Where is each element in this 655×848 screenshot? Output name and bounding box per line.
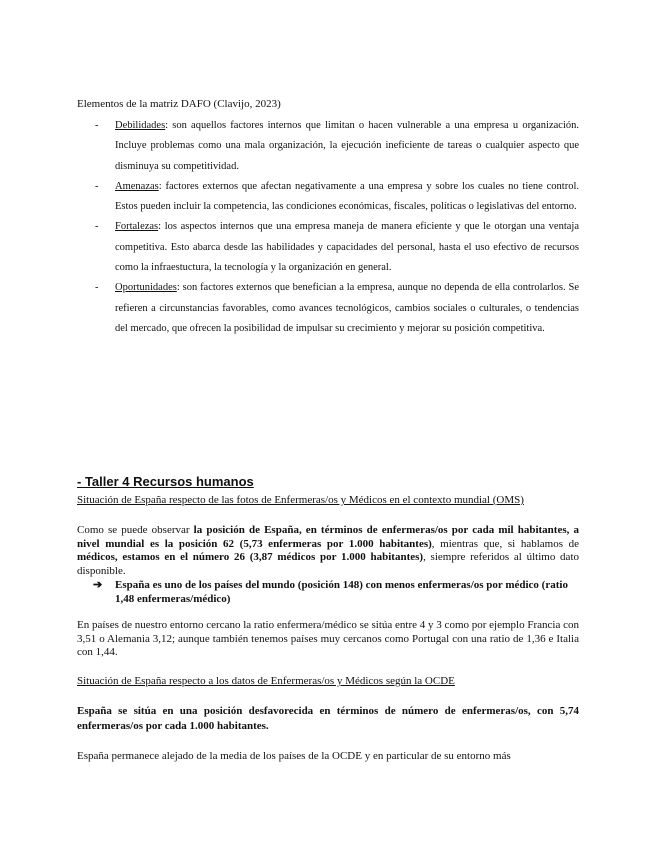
paragraph-ratio: En países de nuestro entorno cercano la ratio enfermera/médico se sitúa entre 4 y 3 como por ejemplo Francia con 3,51 o Alemania 3,12; aunque también tenemos países muy cercanos como Portugal con una ratio de 1,36 e Italia con 1,44.	[77, 619, 579, 659]
section-title: - Taller 4 Recursos humanos	[77, 474, 254, 489]
dafo-item-oportunidades	[93, 278, 579, 339]
p1-text-3: , siempre referidos al último dato disponible.	[77, 551, 579, 577]
dafo-text: : son factores externos que benefician a la empresa, aunque no dependa de ella controlarlos. Se refieren a circunstancias favorables, como avances tecnológicos, cambios sociales o culturales, o tendencias del mercado, que ofrecen la posibilidad de impulsar su crecimiento y mejorar su posición competitiva.	[115, 282, 579, 334]
p1-bold-2: médicos, estamos en el número 26 (3,87 médicos por 1.000 habitantes)	[77, 551, 424, 564]
subtitle-ocde: Situación de España respecto a los datos de Enfermeras/os y Médicos según la OCDE	[77, 675, 455, 687]
arrow-bullet	[93, 578, 579, 606]
list-dash: -	[95, 120, 99, 131]
list-dash: -	[95, 180, 99, 192]
dafo-item-amenazas	[93, 177, 579, 218]
paragraph-oms	[77, 524, 579, 578]
dafo-text: : los aspectos internos que una empresa maneja de manera eficiente y que le otorgan una ventaja competitiva. Esto abarca desde las habilidades y capacidades del personal, hasta el uso efectivo de recursos como la infraestuctura, la tecnología y la organización en general.	[115, 221, 579, 274]
p1-bold-1: la posición de España, en términos de enfermeras/os por cada mil habitantes, a nivel mundial es la posición 62 (5,73 enfermeras por 1.000 habitantes)	[77, 524, 579, 550]
list-dash: -	[95, 282, 99, 294]
dafo-intro: Elementos de la matriz DAFO (Clavijo, 2023)	[77, 98, 281, 110]
dafo-item-debilidades	[93, 116, 579, 177]
dafo-text: : son aquellos factores internos que limitan o hacen vulnerable a una empresa u organización. Incluye problemas como una mala organización, la ejecución ineficiente de tareas o cualquier aspecto que disminuya su competitividad.	[115, 120, 579, 172]
dafo-item-fortalezas	[93, 217, 579, 278]
dafo-term: Amenazas	[115, 180, 159, 192]
dafo-term: Debilidades	[115, 120, 166, 131]
list-dash: -	[95, 221, 99, 233]
arrow-bullet-text: España es uno de los países del mundo (posición 148) con menos enfermeras/os por médico (ratio 1,48 enfermeras/médico)	[115, 579, 568, 605]
arrow-right-icon: ➔	[93, 579, 103, 591]
paragraph-ocde-bold: España se sitúa en una posición desfavorecida en términos de número de enfermeras/os, con 5,74 enfermeras/os por cada 1.000 habitantes.	[77, 705, 579, 732]
p1-text-2: , mientras que, si hablamos de	[431, 537, 579, 550]
paragraph-ocde: España permanece alejado de la media de los países de la OCDE y en particular de su entorno más	[77, 750, 511, 762]
dafo-term: Fortalezas	[115, 221, 159, 233]
dafo-list	[93, 116, 579, 339]
dafo-text: : factores externos que afectan negativamente a una empresa y sobre los cuales no tiene control. Estos pueden incluir la competencia, las condiciones económicas, fiscales, políticas o legislativas del entorno.	[115, 180, 579, 213]
subtitle-oms: Situación de España respecto de las fotos de Enfermeras/os y Médicos en el contexto mundial (OMS)	[77, 494, 524, 506]
dafo-term: Oportunidades	[115, 282, 177, 294]
p1-text-1: Como se puede observar	[77, 524, 194, 536]
